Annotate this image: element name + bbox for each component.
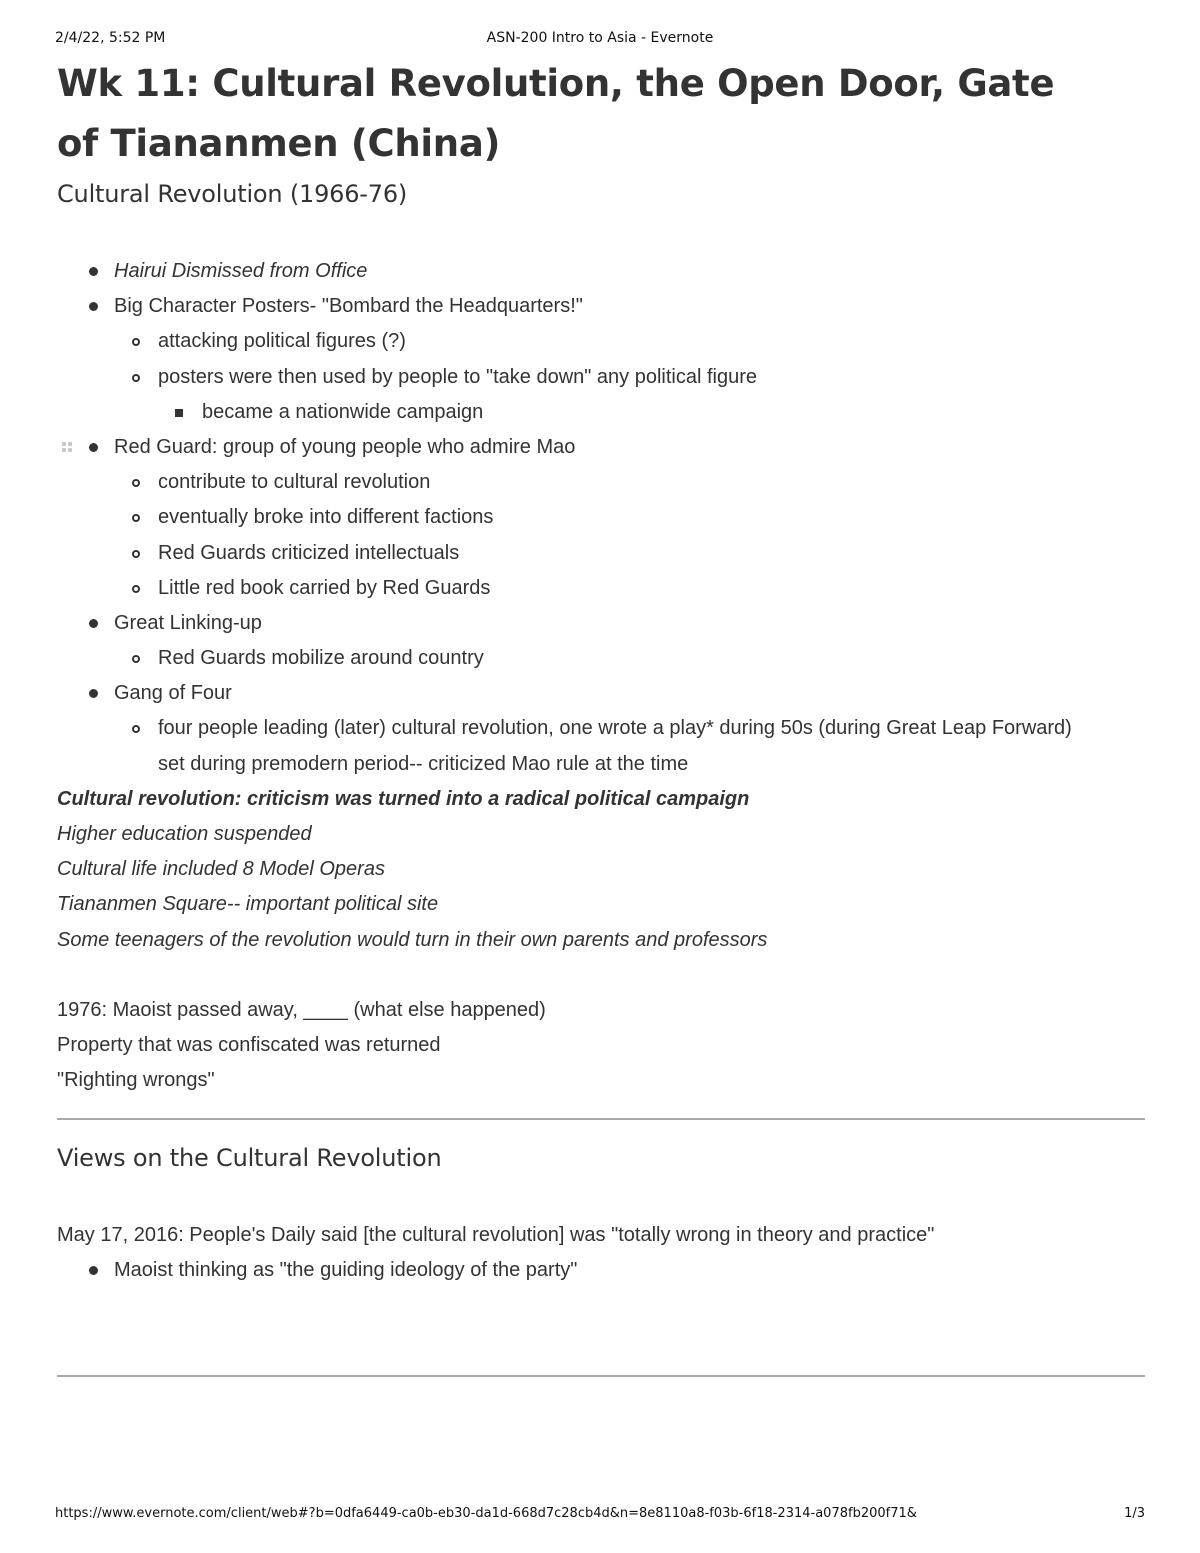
list-item-text: Hairui Dismissed from Office [114,260,368,282]
list-item-text: eventually broke into different factions [158,506,494,529]
paragraph: "Righting wrongs" [57,1069,215,1092]
paragraph: Property that was confiscated was returned [57,1034,441,1057]
section-heading-cultural-revolution: Cultural Revolution (1966-76) [57,180,408,208]
section-heading-views: Views on the Cultural Revolution [57,1144,442,1172]
emphasis-line: Higher education suspended [57,823,312,846]
list-item [57,395,1145,430]
list-item [57,500,1145,535]
list-item-text: Red Guard: group of young people who admire Mao [114,435,576,458]
emphasis-line: Cultural life included 8 Model Operas [57,858,385,881]
drag-handle-icon[interactable] [62,442,74,454]
list-item [57,676,1145,711]
list-item [57,465,1145,500]
list-item [57,1253,1145,1288]
horizontal-divider [57,1118,1145,1120]
list-item [57,571,1145,606]
horizontal-divider [57,1375,1145,1377]
list-item [57,289,1145,324]
list-item [57,430,1145,465]
list-item-text: Big Character Posters- "Bombard the Headquarters!" [114,295,583,318]
list-item-text: Red Guards mobilize around country [158,647,484,670]
note-body-section-1 [57,254,1145,1099]
list-item-text: attacking political figures (?) [158,330,406,353]
emphasis-line: Some teenagers of the revolution would turn in their own parents and professors [57,928,768,951]
list-item-text: posters were then used by people to "take down" any political figure [158,365,758,388]
list-item [57,606,1145,641]
print-header [55,30,1145,50]
list-item-text: became a nationwide campaign [202,400,484,423]
paragraph: 1976: Maoist passed away, ____ (what else happened) [57,998,546,1021]
page-number: 1/3 [1124,1506,1145,1521]
list-item [57,254,1145,289]
print-page-title: ASN-200 Intro to Asia - Evernote [486,30,714,46]
list-item-text: Great Linking-up [114,611,262,634]
list-item [57,536,1145,571]
list-item [57,641,1145,676]
note-title: Wk 11: Cultural Revolution, the Open Door, Gate of Tiananmen (China) [57,62,1055,165]
list-item-text: contribute to cultural revolution [158,471,431,494]
list-item-text: four people leading (later) cultural revolution, one wrote a play* during 50s (during Great Leap Forward) set during premodern period-- criticized Mao rule at the time [158,717,1072,775]
list-item [57,711,1088,781]
list-item-text: Little red book carried by Red Guards [158,576,491,599]
note-url: https://www.evernote.com/client/web#?b=0dfa6449-ca0b-eb30-da1d-668d7c28cb4d&n=8e8110a8-f03b-6f18-2314-a078fb200f71& [55,1506,917,1521]
blank-line [57,958,1145,993]
print-footer [55,1506,1145,1524]
paragraph: May 17, 2016: People's Daily said [the cultural revolution] was "totally wrong in theory and practice" [57,1224,935,1246]
print-date: 2/4/22, 5:52 PM [55,30,166,46]
note-body-section-2 [57,1218,1145,1288]
list-item-text: Red Guards criticized intellectuals [158,541,460,564]
emphasis-line: Tiananmen Square-- important political site [57,893,439,916]
list-item-text: Maoist thinking as "the guiding ideology of the party" [114,1259,578,1282]
list-item-text: Gang of Four [114,682,232,705]
emphasis-line: Cultural revolution: criticism was turned into a radical political campaign [57,787,750,810]
list-item [57,360,1145,395]
list-item [57,324,1145,359]
